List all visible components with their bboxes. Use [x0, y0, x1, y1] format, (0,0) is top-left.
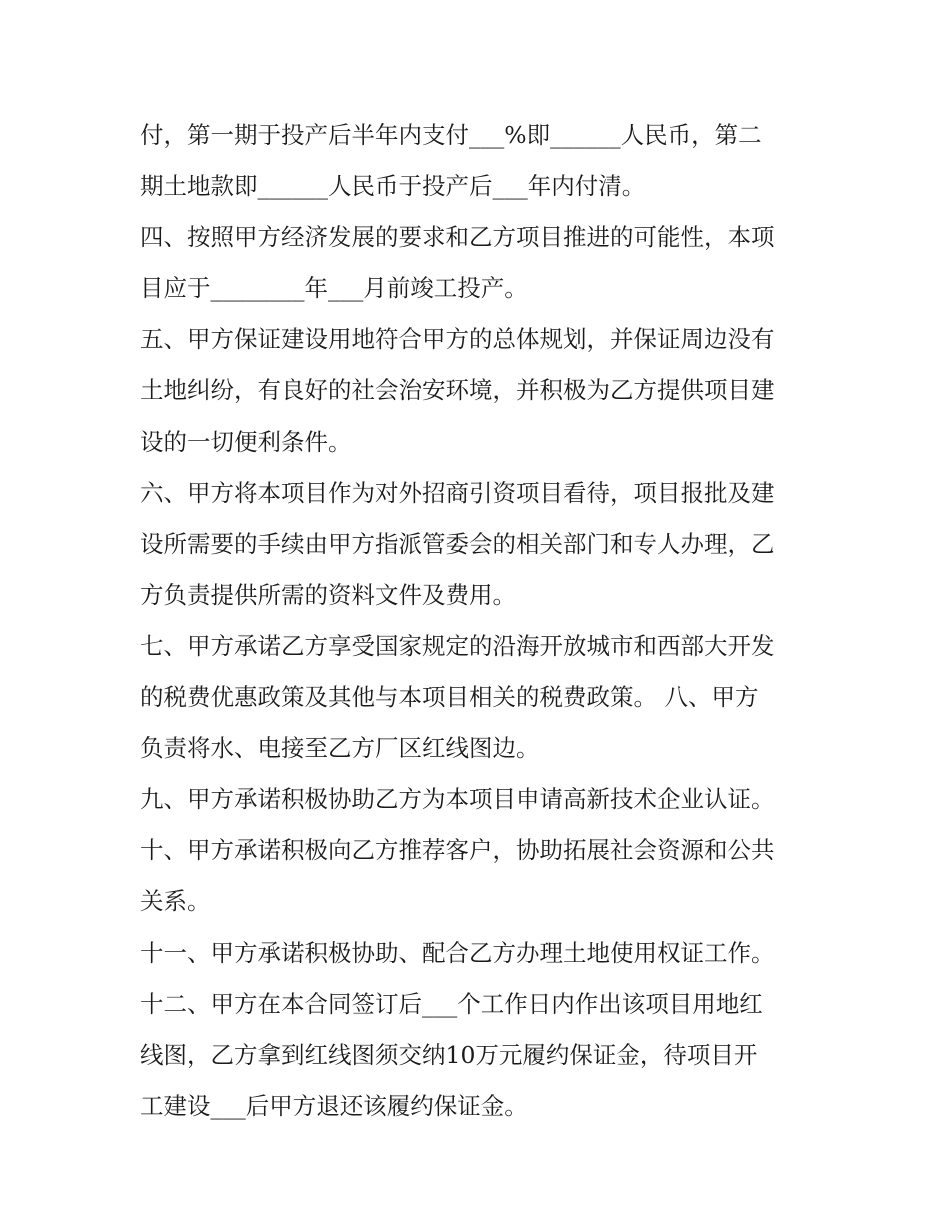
text-line: 十、甲方承诺积极向乙方推荐客户，协助拓展社会资源和公共	[140, 836, 775, 865]
text-line: 的税费优惠政策及其他与本项目相关的税费政策。 八、甲方	[140, 683, 759, 712]
text-line: 期土地款即______人民币于投产后___年内付清。	[140, 172, 646, 201]
text-line: 付，第一期于投产后半年内支付___%即______人民币，第二	[140, 121, 762, 149]
text-line: 设的一切便利条件。	[140, 427, 352, 456]
text-line: 目应于________年___月前竣工投产。	[140, 274, 528, 303]
text-line: 十二、甲方在本合同签订后___个工作日内作出该项目用地红	[140, 989, 763, 1018]
text-line: 设所需要的手续由甲方指派管委会的相关部门和专人办理，乙	[140, 529, 775, 558]
text-line: 十一、甲方承诺积极协助、配合乙方办理土地使用权证工作。	[140, 938, 775, 967]
document-body	[140, 110, 830, 1132]
text-line: 负责将水、电接至乙方厂区红线图边。	[140, 734, 540, 763]
text-line: 九、甲方承诺积极协助乙方为本项目申请高新技术企业认证。	[140, 785, 775, 814]
text-line: 线图，乙方拿到红线图须交纳10万元履约保证金，待项目开	[140, 1040, 758, 1069]
text-line: 六、甲方将本项目作为对外招商引资项目看待，项目报批及建	[140, 478, 775, 507]
text-line: 关系。	[140, 887, 211, 916]
text-line: 方负责提供所需的资料文件及费用。	[140, 580, 516, 609]
text-line: 四、按照甲方经济发展的要求和乙方项目推进的可能性，本项	[140, 223, 775, 252]
text-line: 七、甲方承诺乙方享受国家规定的沿海开放城市和西部大开发	[140, 631, 775, 660]
text-line: 工建设___后甲方退还该履约保证金。	[140, 1091, 528, 1120]
text-line: 五、甲方保证建设用地符合甲方的总体规划，并保证周边没有	[140, 325, 775, 354]
text-line: 土地纠纷，有良好的社会治安环境，并积极为乙方提供项目建	[140, 376, 775, 405]
